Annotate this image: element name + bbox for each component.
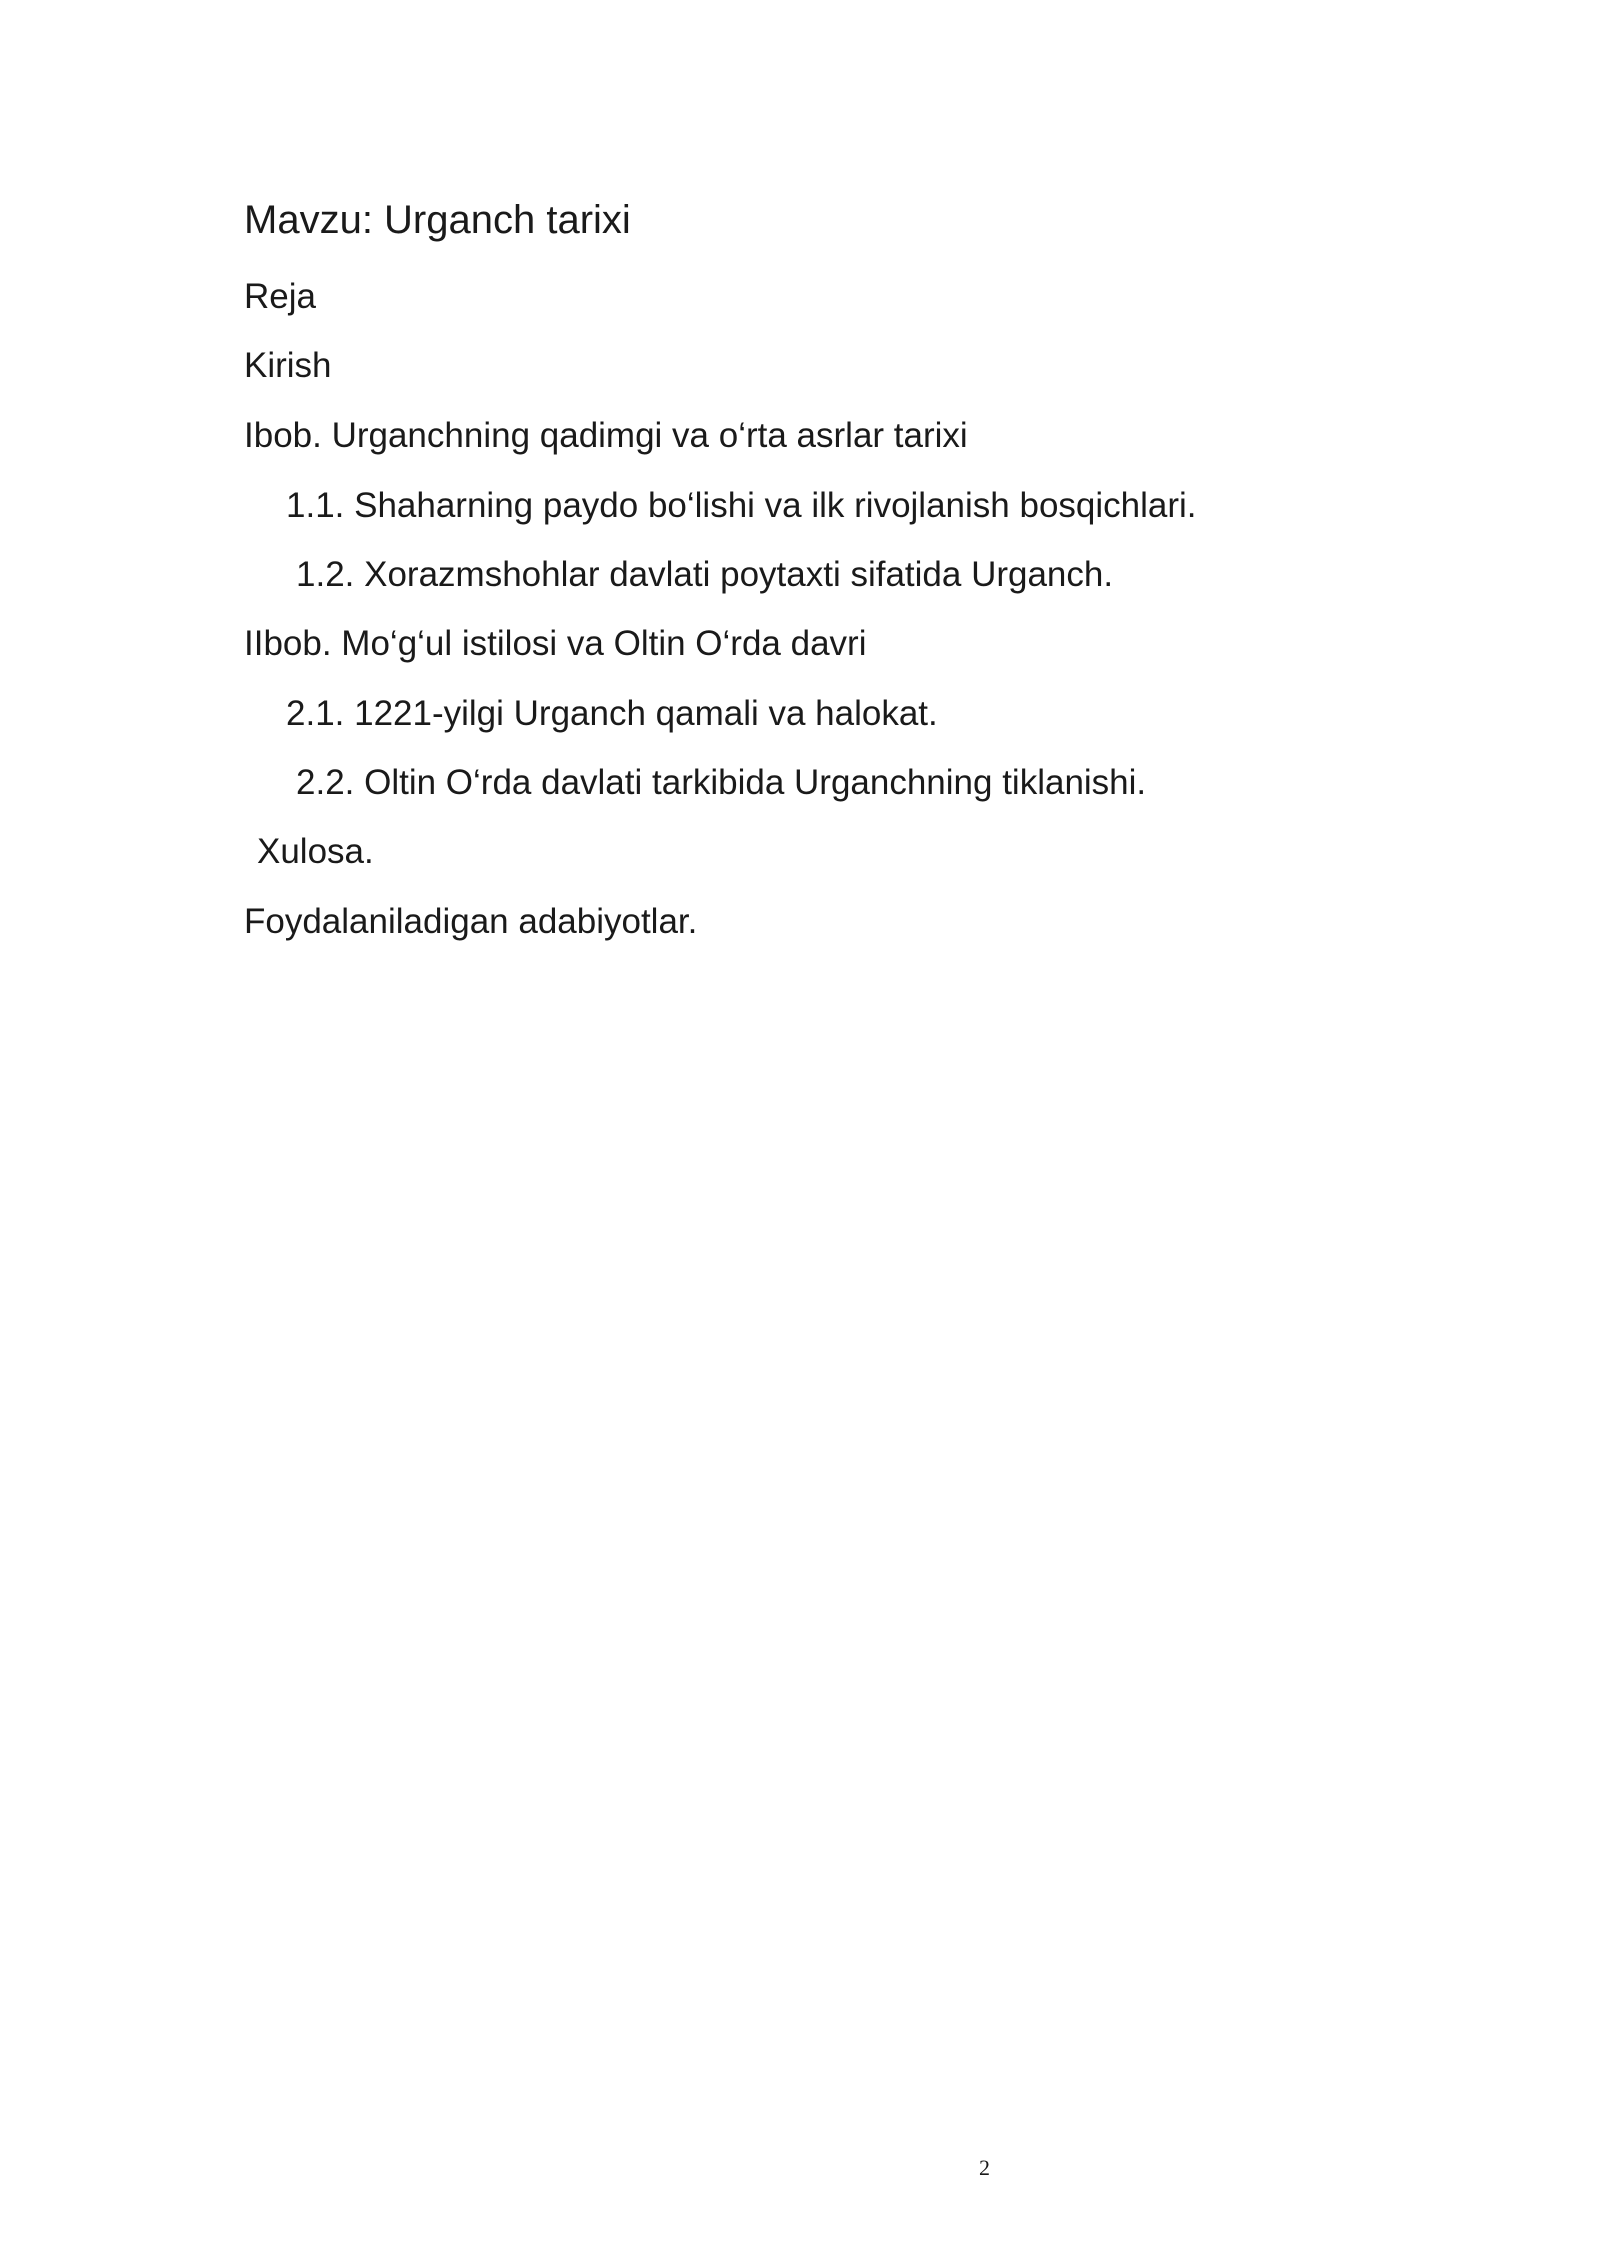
page-number: 2	[979, 2155, 990, 2180]
plan-heading: Reja	[244, 277, 316, 316]
plan-item-section-2-1: 2.1. 1221-yilgi Urganch qamali va halokat.	[286, 694, 938, 733]
plan-item-chapter-2: IIbob. Mo‘g‘ul istilosi va Oltin O‘rda davri	[244, 624, 867, 663]
plan-item-chapter-1: Ibob. Urganchning qadimgi va o‘rta asrlar tarixi	[244, 416, 968, 455]
plan-item-conclusion: Xulosa.	[257, 832, 374, 871]
plan-item-section-1-1: 1.1. Shaharning paydo bo‘lishi va ilk rivojlanish bosqichlari.	[286, 486, 1197, 525]
plan-item-introduction: Kirish	[244, 346, 332, 385]
page-title: Mavzu: Urganch tarixi	[244, 198, 631, 242]
plan-item-section-1-2: 1.2. Xorazmshohlar davlati poytaxti sifatida Urganch.	[296, 555, 1114, 594]
plan-item-section-2-2: 2.2. Oltin O‘rda davlati tarkibida Urganchning tiklanishi.	[296, 763, 1147, 802]
plan-item-references: Foydalaniladigan adabiyotlar.	[244, 902, 698, 941]
